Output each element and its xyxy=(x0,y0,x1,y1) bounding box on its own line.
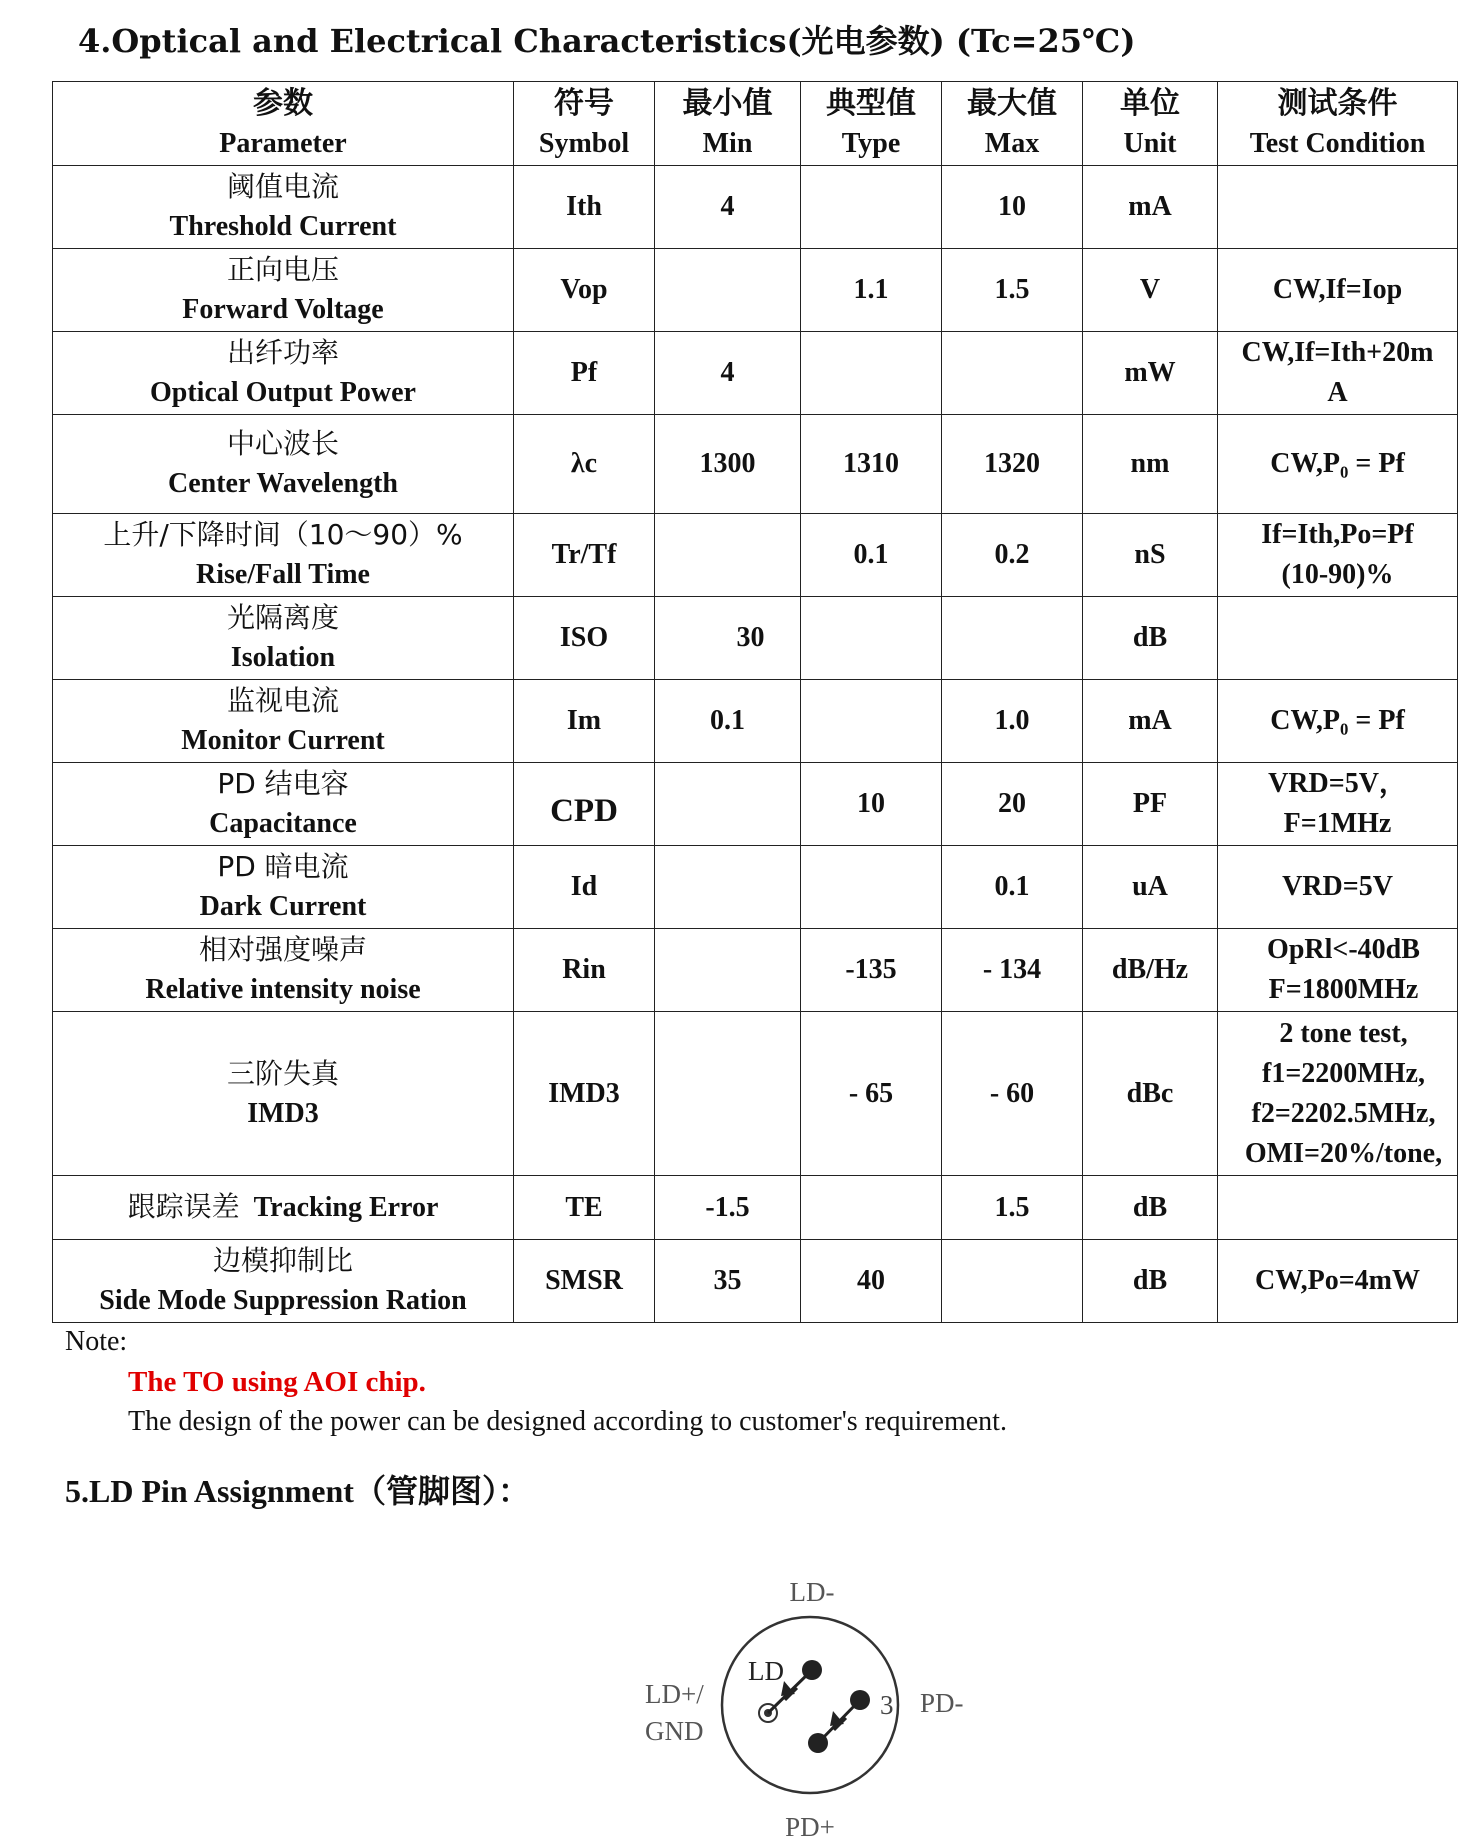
symbol-cell: IMD3 xyxy=(514,1012,655,1176)
symbol-cell: Im xyxy=(514,680,655,763)
max-cell xyxy=(942,597,1083,680)
header-symbol: 符号 Symbol xyxy=(514,82,655,166)
param-cell: 阈值电流 Threshold Current xyxy=(53,166,514,249)
param-cell: 中心波长 Center Wavelength xyxy=(53,415,514,514)
typ-cell xyxy=(801,846,942,929)
typ-cell: 1310 xyxy=(801,415,942,514)
typ-cell: 0.1 xyxy=(801,514,942,597)
min-cell: 0.1 xyxy=(655,680,801,763)
symbol-cell: Rin xyxy=(514,929,655,1012)
symbol-cell: ISO xyxy=(514,597,655,680)
min-cell xyxy=(655,763,801,846)
max-cell: 0.1 xyxy=(942,846,1083,929)
unit-cell: dB xyxy=(1083,597,1218,680)
table-row xyxy=(53,929,1458,1012)
max-cell: - 134 xyxy=(942,929,1083,1012)
header-test-condition: 测试条件 Test Condition xyxy=(1218,82,1458,166)
max-cell: 1320 xyxy=(942,415,1083,514)
min-cell xyxy=(655,846,801,929)
param-cell: 出纤功率 Optical Output Power xyxy=(53,332,514,415)
param-cell: 相对强度噪声 Relative intensity noise xyxy=(53,929,514,1012)
table-row xyxy=(53,332,1458,415)
condition-cell xyxy=(1218,1176,1458,1240)
unit-cell: mA xyxy=(1083,166,1218,249)
note-label: Note: xyxy=(65,1326,128,1357)
symbol-cell: Tr/Tf xyxy=(514,514,655,597)
header-typ: 典型值 Type xyxy=(801,82,942,166)
header-parameter: 参数 Parameter xyxy=(53,82,514,166)
symbol-cell: TE xyxy=(514,1176,655,1240)
table-row xyxy=(53,1012,1458,1176)
label-pd-minus: PD- xyxy=(920,1688,964,1718)
table-row xyxy=(53,1176,1458,1240)
symbol-cell: Ith xyxy=(514,166,655,249)
label-pin-3: 3 xyxy=(880,1690,894,1720)
package-outline xyxy=(722,1617,898,1793)
min-cell: 1300 xyxy=(655,415,801,514)
typ-cell xyxy=(801,332,942,415)
section-5-title: 5.LD Pin Assignment（管脚图）： xyxy=(65,1473,530,1509)
unit-cell: PF xyxy=(1083,763,1218,846)
max-cell: 1.0 xyxy=(942,680,1083,763)
table-row xyxy=(53,514,1458,597)
min-cell xyxy=(655,514,801,597)
param-cell: PD 暗电流 Dark Current xyxy=(53,846,514,929)
min-cell: 30 xyxy=(655,597,801,680)
min-cell xyxy=(655,1012,801,1176)
table-row xyxy=(53,249,1458,332)
unit-cell: nm xyxy=(1083,415,1218,514)
header-max: 最大值 Max xyxy=(942,82,1083,166)
condition-cell: OpRl<-40dB F=1800MHz xyxy=(1218,929,1458,1012)
typ-cell: - 65 xyxy=(801,1012,942,1176)
min-cell: 4 xyxy=(655,166,801,249)
table-row xyxy=(53,846,1458,929)
note-text: The design of the power can be designed according to customer's requirement. xyxy=(128,1406,1007,1437)
table-row xyxy=(53,166,1458,249)
label-ld-minus: LD- xyxy=(789,1577,835,1607)
section-4-title: 4.Optical and Electrical Characteristics(光电参数) (Tc=25℃) xyxy=(78,22,1136,60)
unit-cell: dB xyxy=(1083,1176,1218,1240)
condition-cell: If=Ith,Po=Pf (10-90)% xyxy=(1218,514,1458,597)
typ-cell: -135 xyxy=(801,929,942,1012)
condition-cell xyxy=(1218,597,1458,680)
label-ld: LD xyxy=(748,1656,784,1686)
unit-cell: dBc xyxy=(1083,1012,1218,1176)
symbol-cell: CPD xyxy=(514,763,655,846)
param-cell: 上升/下降时间（10～90）% Rise/Fall Time xyxy=(53,514,514,597)
symbol-cell: Pf xyxy=(514,332,655,415)
condition-cell: VRD=5V， F=1MHz xyxy=(1218,763,1458,846)
table-row xyxy=(53,1240,1458,1323)
unit-cell: mW xyxy=(1083,332,1218,415)
pin-assignment-diagram xyxy=(600,1550,1020,1848)
note-highlight: The TO using AOI chip. xyxy=(128,1366,426,1398)
min-cell: -1.5 xyxy=(655,1176,801,1240)
param-cell: 跟踪误差 Tracking Error xyxy=(53,1176,514,1240)
header-unit: 单位 Unit xyxy=(1083,82,1218,166)
typ-cell: 40 xyxy=(801,1240,942,1323)
unit-cell: mA xyxy=(1083,680,1218,763)
typ-cell xyxy=(801,166,942,249)
param-cell: 光隔离度 Isolation xyxy=(53,597,514,680)
symbol-cell: λc xyxy=(514,415,655,514)
condition-cell: CW,P₀ = Pf xyxy=(1218,415,1458,514)
typ-cell: 10 xyxy=(801,763,942,846)
label-ld-plus: LD+/ xyxy=(645,1679,704,1709)
param-cell: 监视电流 Monitor Current xyxy=(53,680,514,763)
symbol-cell: Vop xyxy=(514,249,655,332)
min-cell: 4 xyxy=(655,332,801,415)
max-cell: 10 xyxy=(942,166,1083,249)
unit-cell: dB xyxy=(1083,1240,1218,1323)
param-cell: 正向电压 Forward Voltage xyxy=(53,249,514,332)
typ-cell xyxy=(801,680,942,763)
unit-cell: uA xyxy=(1083,846,1218,929)
max-cell xyxy=(942,1240,1083,1323)
typ-cell xyxy=(801,597,942,680)
condition-cell: CW,If=Ith+20m A xyxy=(1218,332,1458,415)
max-cell: 20 xyxy=(942,763,1083,846)
header-min: 最小值 Min xyxy=(655,82,801,166)
table-row xyxy=(53,597,1458,680)
param-cell: PD 结电容 Capacitance xyxy=(53,763,514,846)
table-header-row xyxy=(53,82,1458,166)
max-cell: 0.2 xyxy=(942,514,1083,597)
max-cell: - 60 xyxy=(942,1012,1083,1176)
max-cell xyxy=(942,332,1083,415)
typ-cell: 1.1 xyxy=(801,249,942,332)
min-cell: 35 xyxy=(655,1240,801,1323)
table-row xyxy=(53,415,1458,514)
characteristics-table xyxy=(52,81,1458,1323)
label-gnd: GND xyxy=(645,1716,704,1746)
condition-cell: VRD=5V xyxy=(1218,846,1458,929)
symbol-cell: SMSR xyxy=(514,1240,655,1323)
min-cell xyxy=(655,929,801,1012)
unit-cell: dB/Hz xyxy=(1083,929,1218,1012)
symbol-cell: Id xyxy=(514,846,655,929)
max-cell: 1.5 xyxy=(942,249,1083,332)
table-row xyxy=(53,763,1458,846)
condition-cell xyxy=(1218,166,1458,249)
param-cell: 三阶失真 IMD3 xyxy=(53,1012,514,1176)
max-cell: 1.5 xyxy=(942,1176,1083,1240)
unit-cell: nS xyxy=(1083,514,1218,597)
condition-cell: 2 tone test, f1=2200MHz, f2=2202.5MHz, OMI=20%/tone, xyxy=(1218,1012,1458,1176)
min-cell xyxy=(655,249,801,332)
condition-cell: CW,If=Iop xyxy=(1218,249,1458,332)
unit-cell: V xyxy=(1083,249,1218,332)
typ-cell xyxy=(801,1176,942,1240)
condition-cell: CW,P₀ = Pf xyxy=(1218,680,1458,763)
table-row xyxy=(53,680,1458,763)
condition-cell: CW,Po=4mW xyxy=(1218,1240,1458,1323)
param-cell: 边模抑制比 Side Mode Suppression Ration xyxy=(53,1240,514,1323)
label-pd-plus: PD+ xyxy=(785,1812,835,1842)
